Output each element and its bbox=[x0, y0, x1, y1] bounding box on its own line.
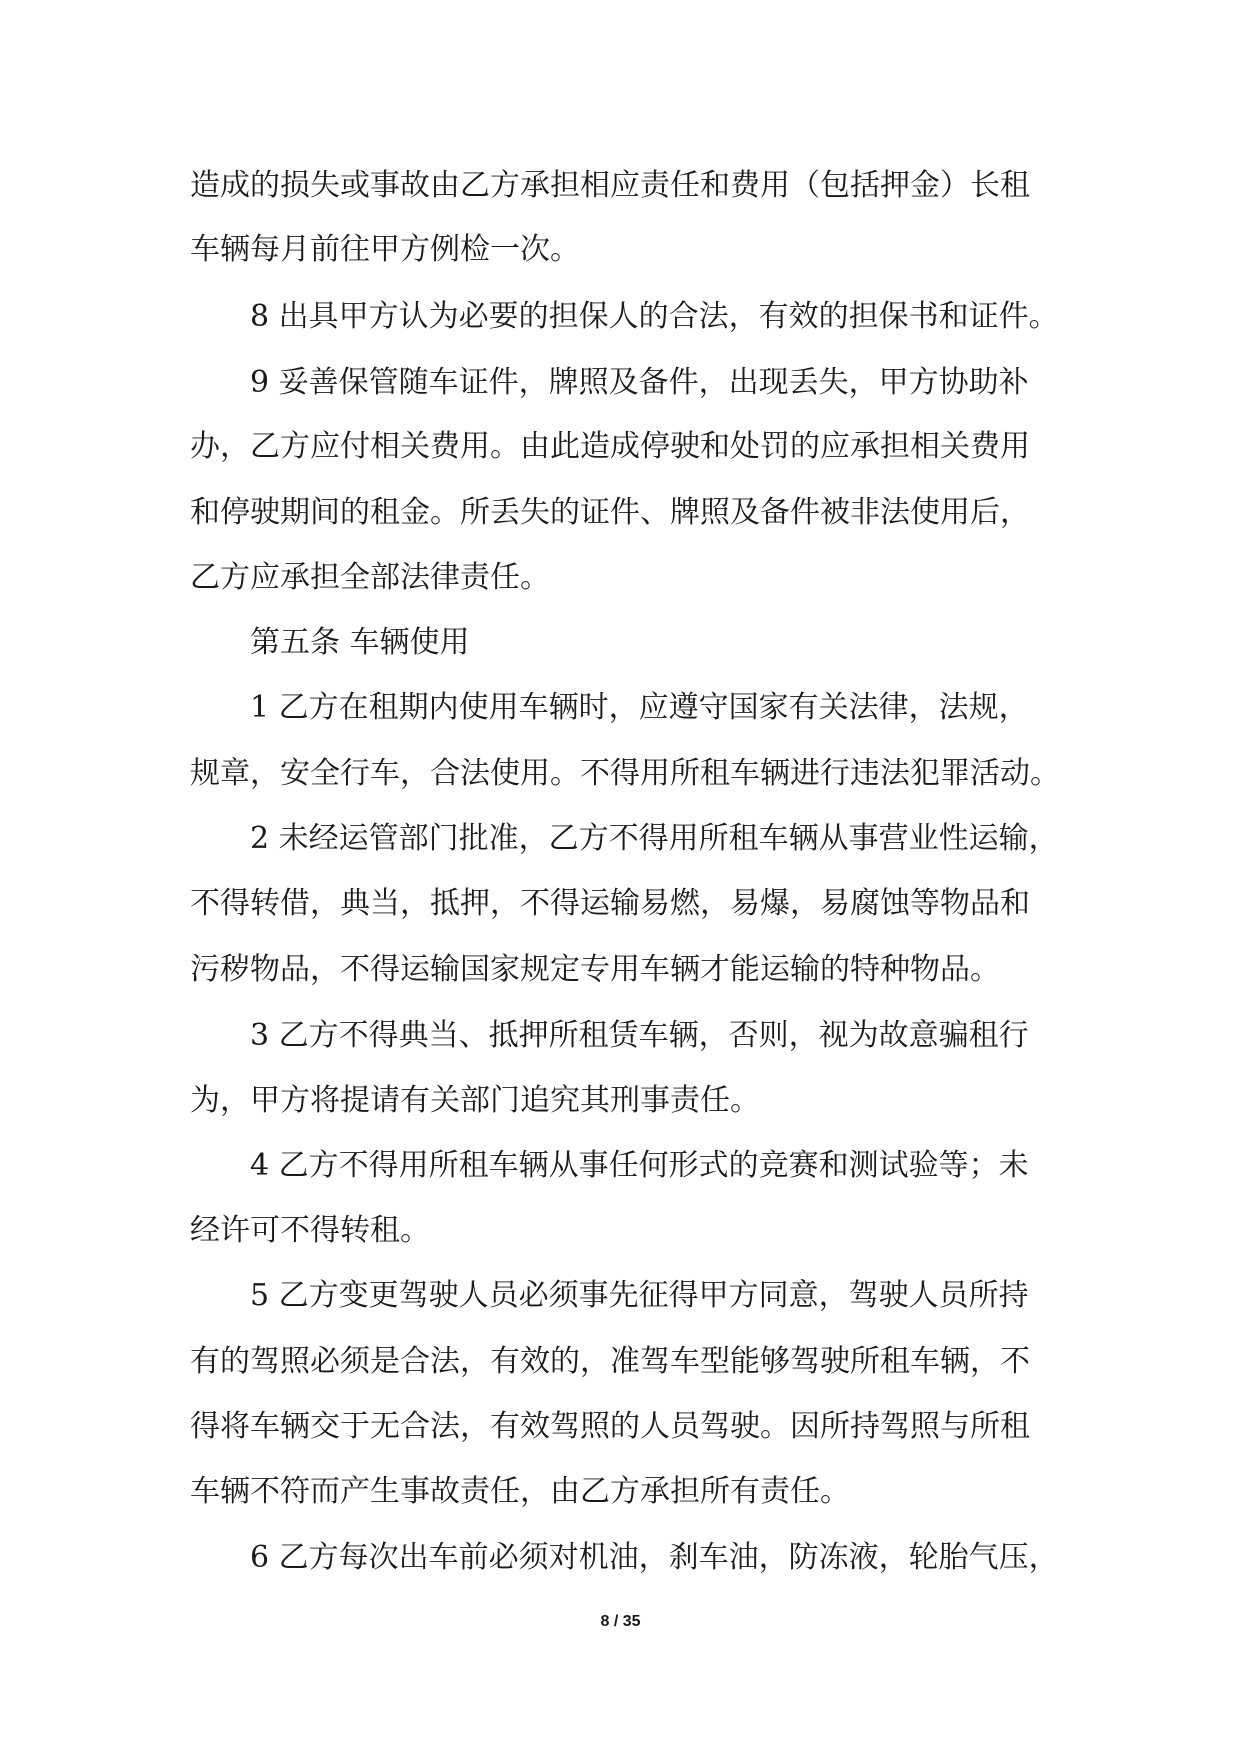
text-line: 不得转借，典当，抵押，不得运输易燃，易爆，易腐蚀等物品和 bbox=[190, 886, 1030, 921]
text-line: 4 乙方不得用所租车辆从事任何形式的竞赛和测试验等；未 bbox=[250, 1148, 1029, 1183]
text-line: 办，乙方应付相关费用。由此造成停驶和处罚的应承担相关费用 bbox=[190, 429, 1030, 464]
text-line: 8 出具甲方认为必要的担保人的合法，有效的担保书和证件。 bbox=[250, 299, 1059, 334]
text-line: 经许可不得转租。 bbox=[190, 1213, 430, 1248]
text-line: 规章，安全行车，合法使用。不得用所租车辆进行违法犯罪活动。 bbox=[190, 756, 1060, 791]
text-line: 得将车辆交于无合法，有效驾照的人员驾驶。因所持驾照与所租 bbox=[190, 1409, 1030, 1444]
text-line: 9 妥善保管随车证件，牌照及备件，出现丢失，甲方协助补 bbox=[250, 365, 1029, 400]
text-line: 造成的损失或事故由乙方承担相应责任和费用（包括押金）长租 bbox=[190, 168, 1030, 203]
section-heading: 第五条 车辆使用 bbox=[250, 625, 470, 660]
text-line: 为，甲方将提请有关部门追究其刑事责任。 bbox=[190, 1083, 760, 1118]
text-line: 5 乙方变更驾驶人员必须事先征得甲方同意，驾驶人员所持 bbox=[250, 1278, 1029, 1313]
text-line: 车辆不符而产生事故责任，由乙方承担所有责任。 bbox=[190, 1474, 850, 1509]
text-line: 车辆每月前往甲方例检一次。 bbox=[190, 232, 580, 267]
text-line: 2 未经运管部门批准，乙方不得用所租车辆从事营业性运输， bbox=[250, 821, 1059, 856]
text-line: 乙方应承担全部法律责任。 bbox=[190, 560, 550, 595]
text-line: 污秽物品，不得运输国家规定专用车辆才能运输的特种物品。 bbox=[190, 952, 1000, 987]
text-line: 和停驶期间的租金。所丢失的证件、牌照及备件被非法使用后， bbox=[190, 495, 1030, 530]
page-number: 8 / 35 bbox=[600, 1613, 641, 1630]
text-line: 1 乙方在租期内使用车辆时，应遵守国家有关法律，法规， bbox=[250, 690, 1029, 725]
text-line: 6 乙方每次出车前必须对机油，刹车油，防冻液，轮胎气压， bbox=[250, 1540, 1059, 1575]
text-line: 有的驾照必须是合法，有效的，准驾车型能够驾驶所租车辆，不 bbox=[190, 1344, 1030, 1379]
text-line: 3 乙方不得典当、抵押所租赁车辆，否则，视为故意骗租行 bbox=[250, 1018, 1029, 1053]
